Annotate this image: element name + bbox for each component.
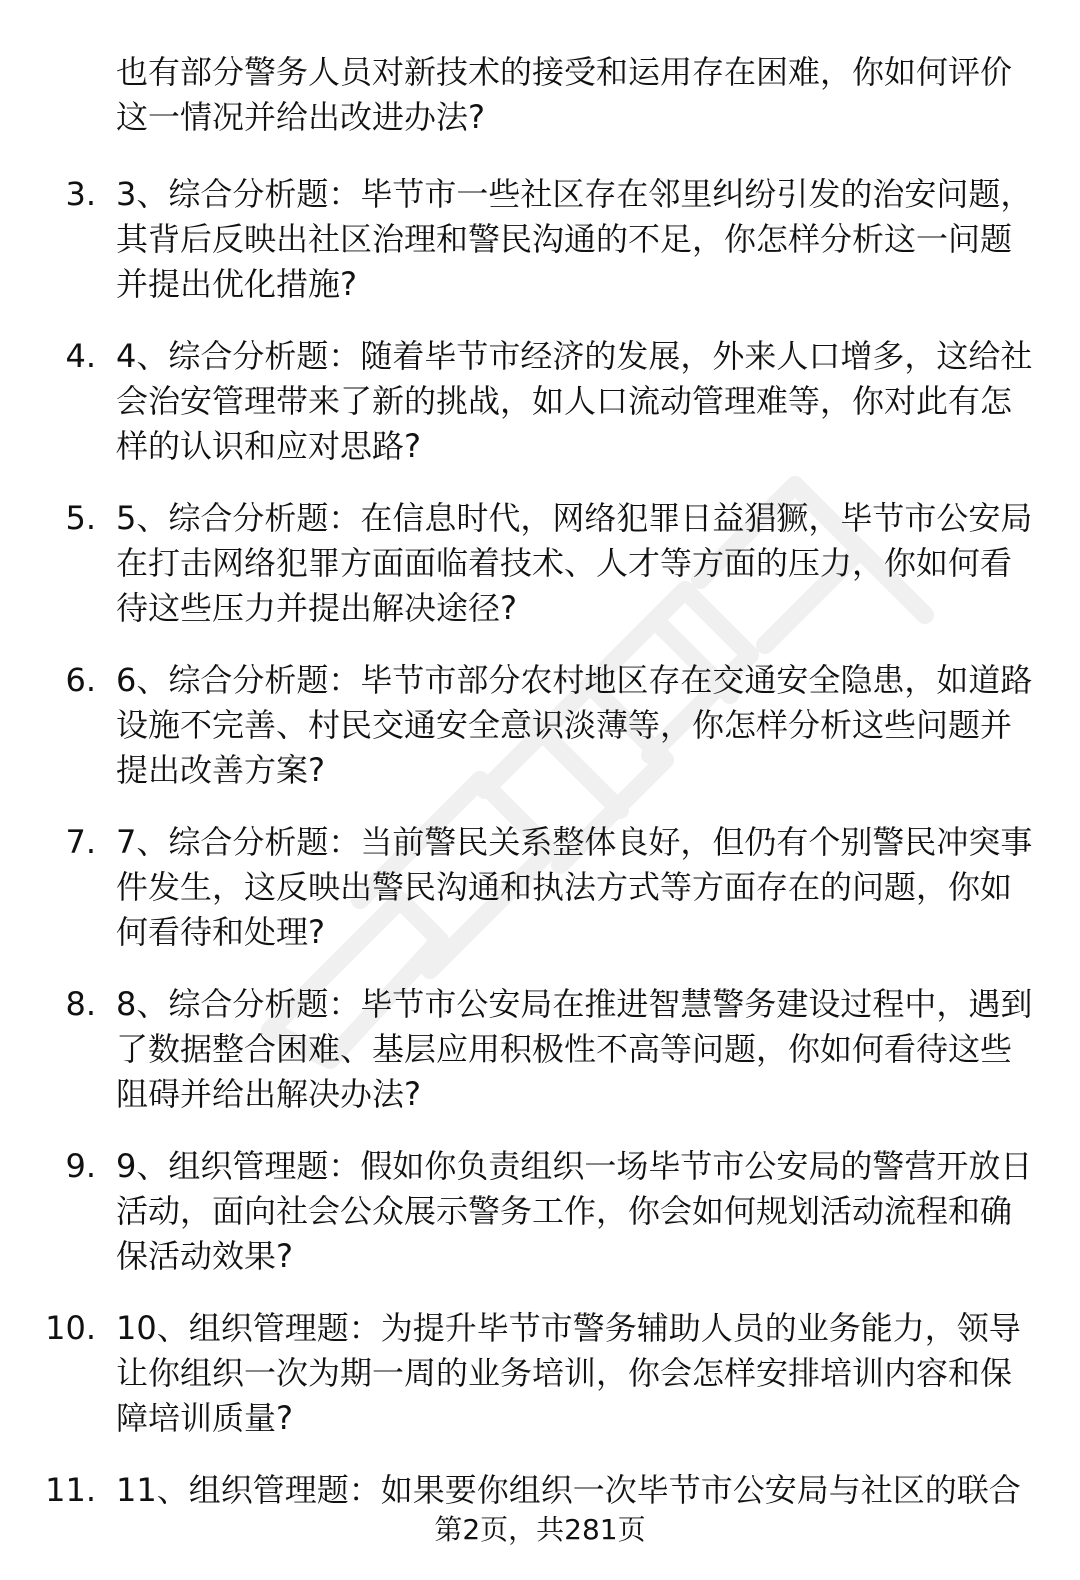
intro-text: 也有部分警务人员对新技术的接受和运用存在困难，你如何评价 这一情况并给出改进办法? bbox=[116, 53, 1013, 136]
question-text: 9、组织管理题：假如你负责组织一场毕节市公安局的警营开放日 活动，面向社会公众展示警务工作，你会如何规划活动流程和确 保活动效果? bbox=[116, 1147, 1033, 1275]
question-number: 7. bbox=[65, 823, 96, 861]
question-text: 3、综合分析题：毕节市一些社区存在邻里纠纷引发的治安问题， 其背后反映出社区治理和警民沟通的不足，你怎样分析这一问题 并提出优化措施? bbox=[116, 175, 1033, 303]
question-number: 3. bbox=[65, 175, 96, 213]
question-number: 6. bbox=[65, 661, 96, 699]
question-text: 8、综合分析题：毕节市公安局在推进智慧警务建设过程中，遇到 了数据整合困难、基层应用积极性不高等问题，你如何看待这些 阻碍并给出解决办法? bbox=[116, 985, 1033, 1113]
question-number: 10. bbox=[45, 1309, 96, 1347]
question-number: 9. bbox=[65, 1147, 96, 1185]
question-number: 11. bbox=[45, 1471, 96, 1509]
question-number: 8. bbox=[65, 985, 96, 1023]
question-text: 11、组织管理题：如果要你组织一次毕节市公安局与社区的联合 bbox=[116, 1471, 1021, 1509]
question-text: 4、综合分析题：随着毕节市经济的发展，外来人口增多，这给社 会治安管理带来了新的挑战，如人口流动管理难等，你对此有怎 样的认识和应对思路? bbox=[116, 337, 1033, 465]
question-text: 5、综合分析题：在信息时代，网络犯罪日益猖獗，毕节市公安局 在打击网络犯罪方面面临着技术、人才等方面的压力，你如何看 待这些压力并提出解决途径? bbox=[116, 499, 1033, 627]
question-text: 6、综合分析题：毕节市部分农村地区存在交通安全隐患，如道路 设施不完善、村民交通安全意识淡薄等，你怎样分析这些问题并 提出改善方案? bbox=[116, 661, 1033, 789]
page-footer: 第2页，共281页 bbox=[434, 1513, 646, 1546]
question-number: 5. bbox=[65, 499, 96, 537]
question-text: 10、组织管理题：为提升毕节市警务辅助人员的业务能力，领导 让你组织一次为期一周的业务培训，你会怎样安排培训内容和保 障培训质量? bbox=[116, 1309, 1021, 1437]
question-text: 7、综合分析题：当前警民关系整体良好，但仍有个别警民冲突事 件发生，这反映出警民沟通和执法方式等方面存在的问题，你如 何看待和处理? bbox=[116, 823, 1033, 951]
question-number: 4. bbox=[65, 337, 96, 375]
